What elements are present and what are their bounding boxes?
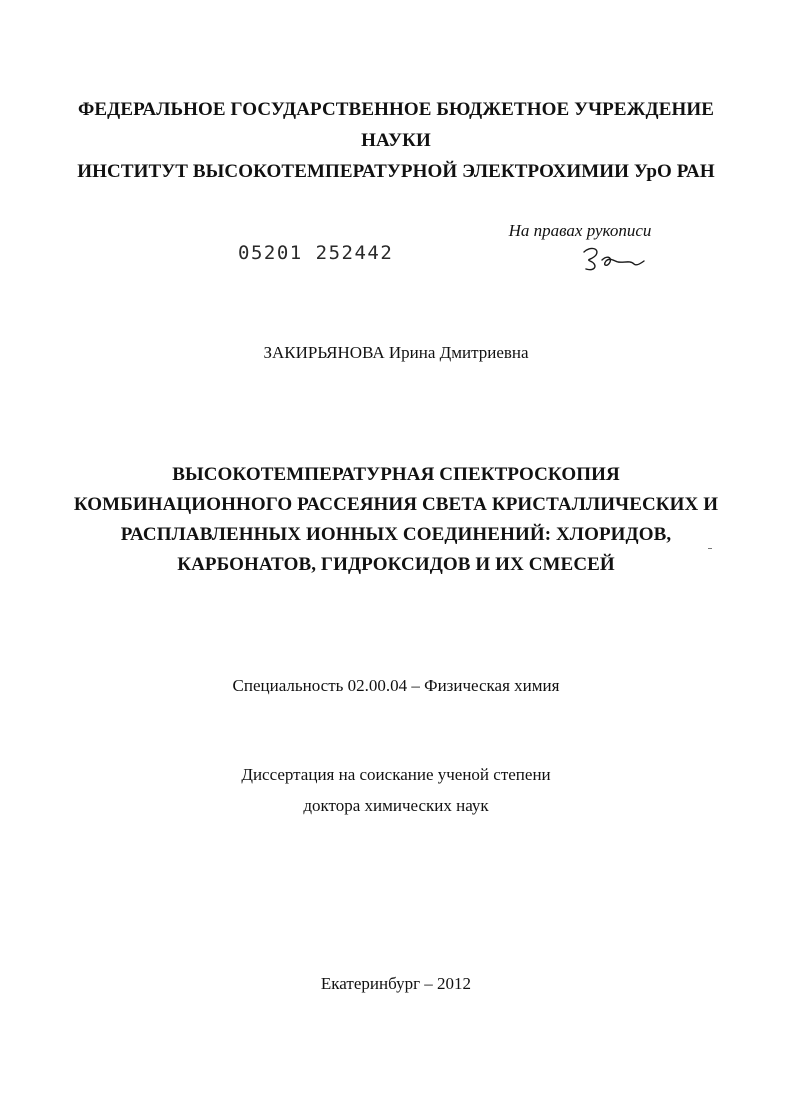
library-stamp: 05201 252442 [238, 242, 394, 264]
author-signature [578, 244, 648, 274]
scan-speck [708, 548, 712, 549]
degree-line-1: Диссертация на соискание ученой степени [241, 765, 551, 784]
specialty: Специальность 02.00.04 – Физическая химия [232, 676, 560, 695]
institution-line-3: ИНСТИТУТ ВЫСОКОТЕМПЕРАТУРНОЙ ЭЛЕКТРОХИМИИ УрО РАН [77, 161, 715, 182]
degree-line-2: доктора химических наук [303, 796, 489, 815]
title-line-1: ВЫСОКОТЕМПЕРАТУРНАЯ СПЕКТРОСКОПИЯ [172, 464, 620, 485]
title-line-2: КОМБИНАЦИОННОГО РАССЕЯНИЯ СВЕТА КРИСТАЛЛИЧЕСКИХ И [73, 494, 719, 515]
place-year: Екатеринбург – 2012 [320, 974, 472, 993]
title-line-3: РАСПЛАВЛЕННЫХ ИОННЫХ СОЕДИНЕНИЙ: ХЛОРИДОВ, [120, 524, 672, 545]
institution-line-2: НАУКИ [361, 130, 431, 151]
author-name: ЗАКИРЬЯНОВА Ирина Дмитриевна [263, 343, 529, 362]
manuscript-note: На правах рукописи [508, 221, 652, 240]
institution-line-1: ФЕДЕРАЛЬНОЕ ГОСУДАРСТВЕННОЕ БЮДЖЕТНОЕ УЧРЕЖДЕНИЕ [77, 99, 715, 120]
title-line-4: КАРБОНАТОВ, ГИДРОКСИДОВ И ИХ СМЕСЕЙ [177, 554, 615, 575]
